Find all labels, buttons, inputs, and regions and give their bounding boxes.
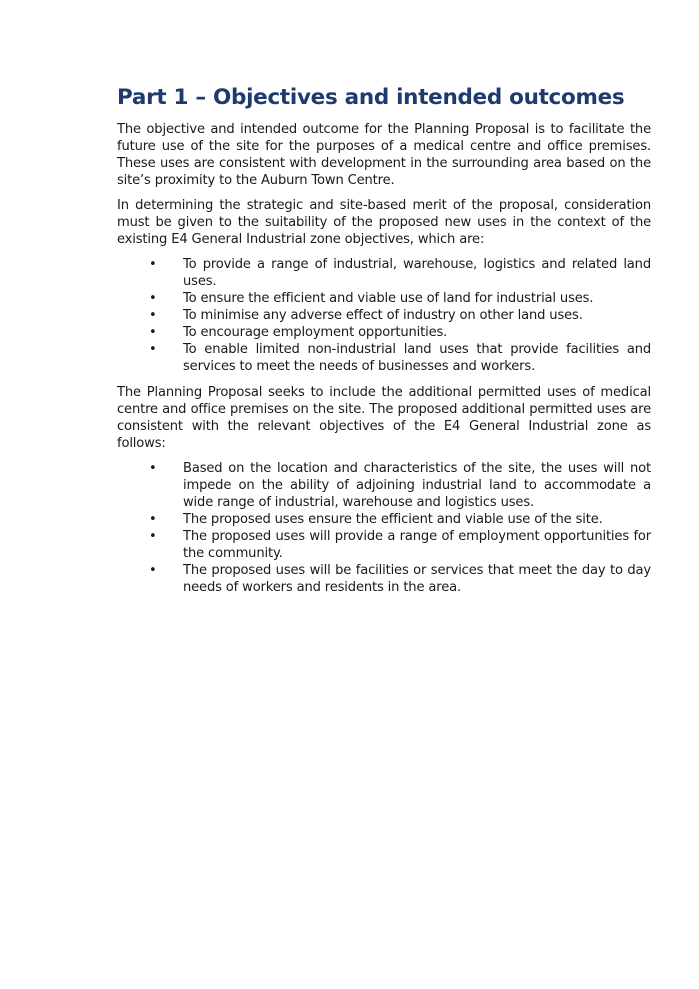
- list-item-text: The proposed uses will provide a range of employment opportunities for the community.: [183, 529, 651, 561]
- consistency-list: [117, 460, 651, 596]
- list-item: [117, 341, 651, 375]
- bullet-icon: •: [149, 563, 157, 578]
- list-item: [117, 290, 651, 307]
- list-item-text: To minimise any adverse effect of industry on other land uses.: [183, 308, 583, 323]
- merit-paragraph: In determining the strategic and site-based merit of the proposal, consideration must be given to the suitability of the proposed new uses in the context of the existing E4 General Industrial zone objectives, which are:: [117, 198, 651, 247]
- zone-objectives-list: [117, 256, 651, 375]
- list-item-text: The proposed uses ensure the efficient and viable use of the site.: [183, 512, 603, 527]
- list-item: [117, 562, 651, 596]
- document-page: [117, 84, 651, 605]
- list-item: [117, 528, 651, 562]
- bullet-icon: •: [149, 291, 157, 306]
- bullet-icon: •: [149, 512, 157, 527]
- list-item: [117, 324, 651, 341]
- list-item: [117, 256, 651, 290]
- bullet-icon: •: [149, 257, 157, 272]
- list-item-text: To provide a range of industrial, warehouse, logistics and related land uses.: [183, 257, 651, 289]
- list-item-text: The proposed uses will be facilities or services that meet the day to day needs of workers and residents in the area.: [183, 563, 651, 595]
- list-item-text: To ensure the efficient and viable use of land for industrial uses.: [183, 291, 594, 306]
- list-item: [117, 307, 651, 324]
- bullet-icon: •: [149, 308, 157, 323]
- intro-paragraph: The objective and intended outcome for the Planning Proposal is to facilitate the future use of the site for the purposes of a medical centre and office premises. These uses are consistent with development in the surrounding area based on the site’s proximity to the Auburn Town Centre.: [117, 122, 651, 188]
- list-item: [117, 511, 651, 528]
- bullet-icon: •: [149, 461, 157, 476]
- section-heading: Part 1 – Objectives and intended outcomes: [117, 85, 625, 110]
- list-item-text: To enable limited non-industrial land uses that provide facilities and services to meet the needs of businesses and workers.: [183, 342, 651, 374]
- bullet-icon: •: [149, 342, 157, 357]
- list-item: [117, 460, 651, 511]
- bullet-icon: •: [149, 325, 157, 340]
- list-item-text: To encourage employment opportunities.: [183, 325, 448, 340]
- bullet-icon: •: [149, 529, 157, 544]
- list-item-text: Based on the location and characteristics of the site, the uses will not impede on the ability of adjoining industrial land to accommodate a wide range of industrial, warehouse and logistics uses.: [183, 461, 651, 510]
- proposal-paragraph: The Planning Proposal seeks to include the additional permitted uses of medical centre and office premises on the site. The proposed additional permitted uses are consistent with the relevant objectives of the E4 General Industrial zone as follows:: [117, 385, 651, 451]
